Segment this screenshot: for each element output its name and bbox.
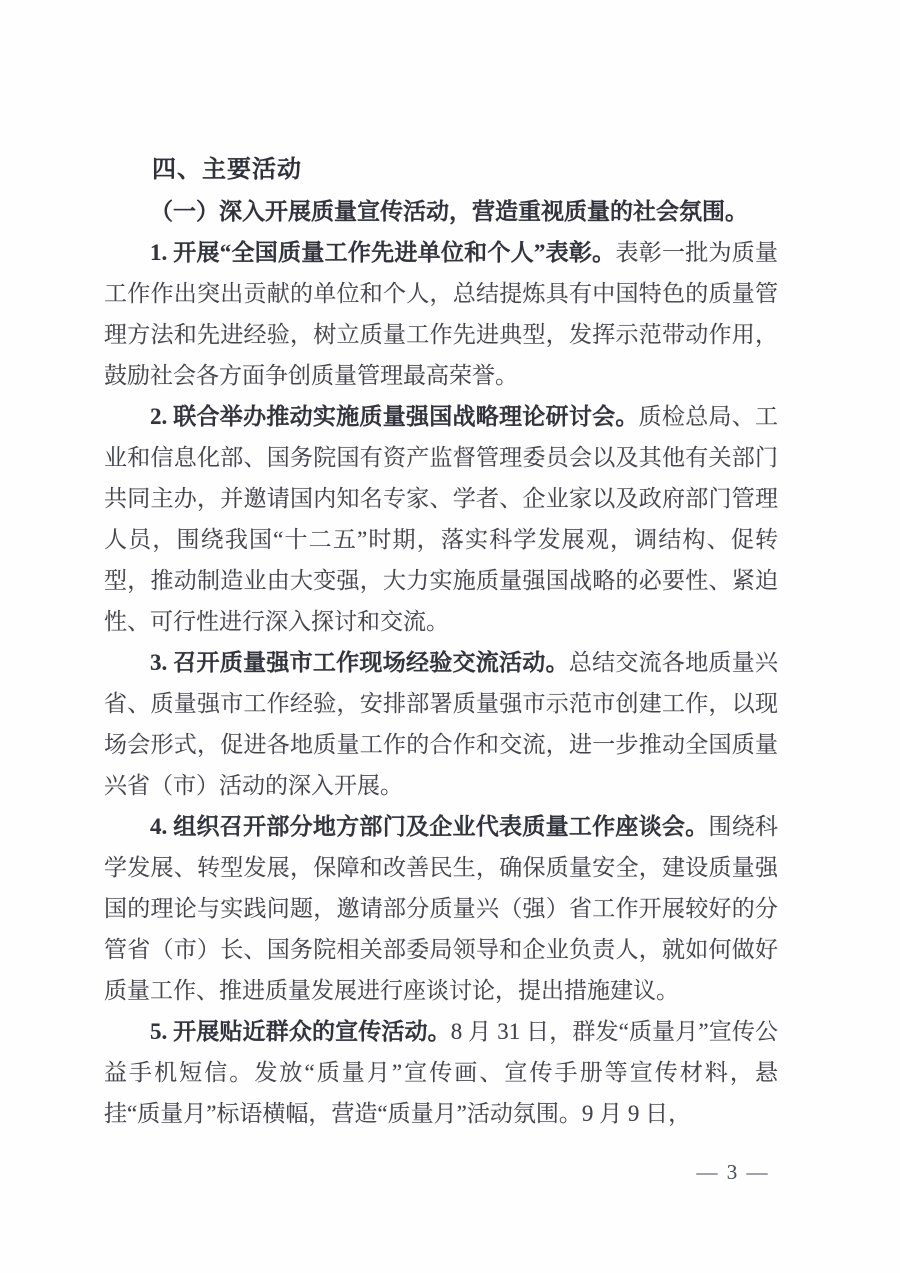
paragraph-1	[104, 232, 778, 396]
paragraph-1-lead: 1. 开展“全国质量工作先进单位和个人”表彰。	[150, 240, 616, 265]
paragraph-2	[104, 396, 778, 642]
subsection-heading: （一）深入开展质量宣传活动，营造重视质量的社会氛围。	[150, 199, 748, 224]
paragraph-3-lead: 3. 召开质量强市工作现场经验交流活动。	[150, 650, 569, 675]
paragraph-4	[104, 806, 778, 1011]
paragraph-4-text: 围绕科学发展、转型发展，保障和改善民生，确保质量安全，建设质量强国的理论与实践问题，邀请部分质量兴（强）省工作开展较好的分管省（市）长、国务院相关部委局领导和企业负责人，就如何做好质量工作、推进质量发展进行座谈讨论，提出措施建议。	[104, 814, 779, 1003]
paragraph-5-lead: 5. 开展贴近群众的宣传活动。	[150, 1019, 451, 1044]
paragraph-4-lead: 4. 组织召开部分地方部门及企业代表质量工作座谈会。	[150, 814, 709, 839]
paragraph-3-text: 总结交流各地质量兴省、质量强市工作经验，安排部署质量强市示范市创建工作，以现场会形式，促进各地质量工作的合作和交流，进一步推动全国质量兴省（市）活动的深入开展。	[104, 650, 779, 798]
paragraph-5	[104, 1011, 778, 1134]
paragraph-2-text: 质检总局、工业和信息化部、国务院国有资产监督管理委员会以及其他有关部门共同主办，并邀请国内知名专家、学者、企业家以及政府部门管理人员，围绕我国“十二五”时期，落实科学发展观，调结构、促转型，推动制造业由大变强，大力实施质量强国战略的必要性、紧迫性、可行性进行深入探讨和交流。	[104, 404, 779, 634]
paragraph-2-lead: 2. 联合举办推动实施质量强国战略理论研讨会。	[150, 404, 639, 429]
paragraph-5-text: 8 月 31 日，群发“质量月”宣传公益手机短信。发放“质量月”宣传画、宣传手册等宣传材料，悬挂“质量月”标语横幅，营造“质量月”活动氛围。9 月 9 日，	[104, 1019, 778, 1126]
paragraph-1-text: 表彰一批为质量工作作出突出贡献的单位和个人，总结提炼具有中国特色的质量管理方法和先进经验，树立质量工作先进典型，发挥示范带动作用，鼓励社会各方面争创质量管理最高荣誉。	[104, 240, 779, 388]
page-number: — 3 —	[696, 1160, 770, 1184]
section-heading: 四、主要活动	[152, 157, 302, 183]
document-body	[104, 150, 778, 1134]
paragraph-3	[104, 642, 778, 806]
